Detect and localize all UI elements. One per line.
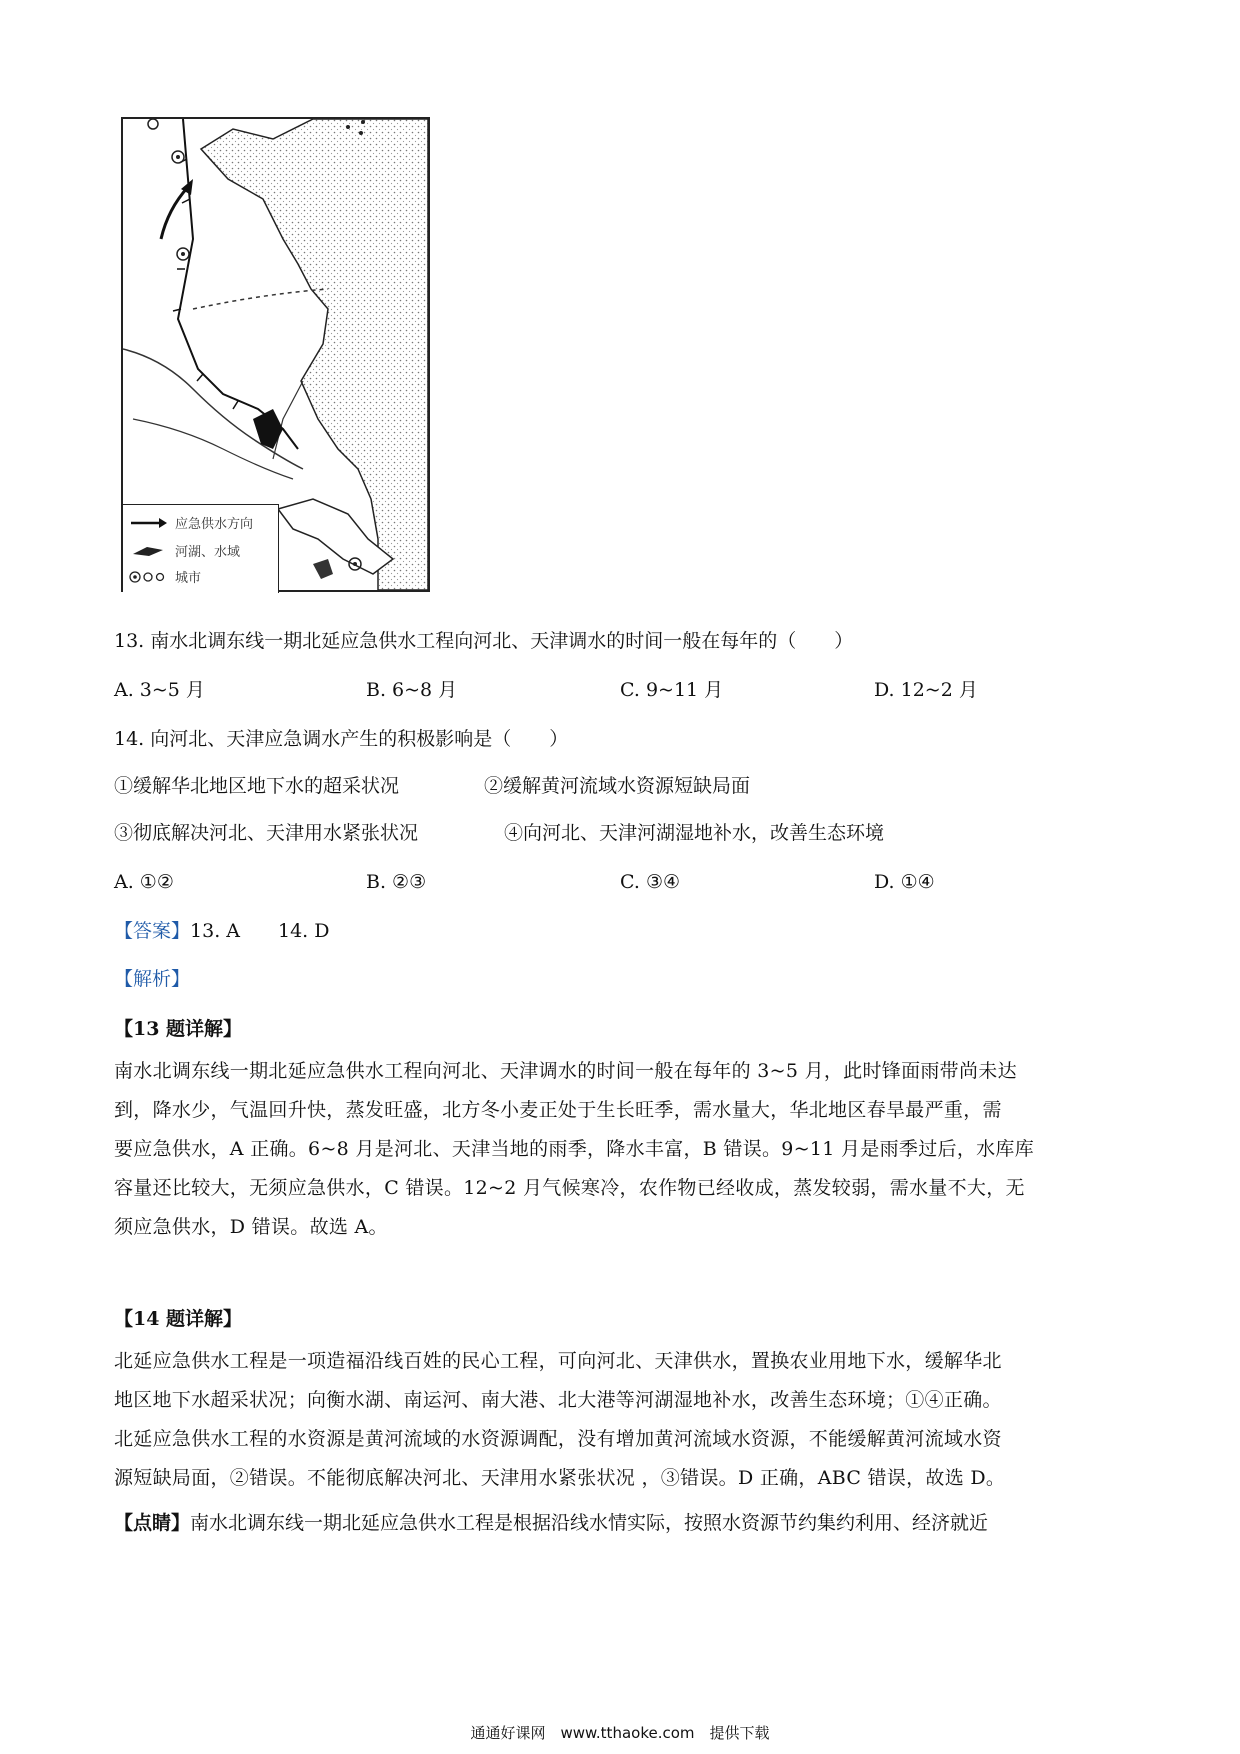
tip-text: 南水北调东线一期北延应急供水工程是根据沿线水情实际，按照水资源节约集约利用、经济就近: [190, 1512, 989, 1534]
legend-item: [129, 567, 201, 586]
q14-statement-4: ④向河北、天津河湖湿地补水，改善生态环境: [504, 822, 885, 844]
water-body-icon: [129, 544, 169, 558]
paragraph-line: 北延应急供水工程的水资源是黄河流域的水资源调配，没有增加黄河流域水资源，不能缓解黄河流域水资: [114, 1428, 1002, 1450]
q13-option-b: B. 6~8 月: [366, 679, 458, 701]
lake: [313, 559, 333, 579]
river: [123, 349, 303, 469]
answer-label: 【答案】: [114, 920, 191, 942]
canal-ticks: [173, 159, 273, 427]
legend-label: 河湖、水域: [175, 545, 241, 560]
arrow-icon: [129, 516, 169, 530]
q13-option-a: A. 3~5 月: [114, 679, 205, 701]
q14-option-d: D. ①④: [874, 871, 935, 893]
supply-dashed-line: [193, 289, 328, 309]
paragraph-line: 北延应急供水工程是一项造福沿线百姓的民心工程，可向河北、天津供水，置换农业用地下水，缓解华北: [114, 1350, 1002, 1372]
q13-option-d: D. 12~2 月: [874, 679, 978, 701]
tip-line: [114, 1514, 988, 1533]
paragraph-line: 南水北调东线一期北延应急供水工程向河北、天津调水的时间一般在每年的 3~5 月，此时锋面雨带尚未达: [114, 1060, 1017, 1082]
map-figure: [121, 117, 430, 592]
detail-14-paragraph: [114, 1342, 1124, 1498]
q14-option-c: C. ③④: [620, 871, 681, 893]
q14-statement-1: ①缓解华北地区地下水的超采状况: [114, 775, 400, 797]
paragraph-line: 到，降水少，气温回升快，蒸发旺盛，北方冬小麦正处于生长旺季，需水量大，华北地区春旱最严重，需: [114, 1099, 1002, 1121]
tip-label: 【点睛】: [114, 1512, 191, 1534]
q14-statement-3: ③彻底解决河北、天津用水紧张状况: [114, 822, 419, 844]
map-legend: [123, 504, 279, 593]
q13-option-c: C. 9~11 月: [620, 679, 724, 701]
legend-item: [129, 541, 240, 560]
paragraph-line: 要应急供水，A 正确。6~8 月是河北、天津当地的雨季，降水丰富，B 错误。9~11 月是雨季过后，水库库: [114, 1138, 1035, 1160]
answer-line: [114, 922, 329, 941]
q14-option-b: B. ②③: [366, 871, 427, 893]
answer-text: 13. A 14. D: [190, 920, 330, 942]
question-14-stem: 14. 向河北、天津应急调水产生的积极影响是（ ）: [114, 728, 569, 750]
paragraph-line: 地区地下水超采状况；向衡水湖、南运河、南大港、北大港等河湖湿地补水，改善生态环境；①④正确。: [114, 1389, 1002, 1411]
legend-label: 应急供水方向: [175, 517, 254, 532]
detail-13-paragraph: [114, 1052, 1124, 1247]
page-footer: 通通好课网 www.tthaoke.com 提供下载: [470, 1724, 770, 1742]
paragraph-line: 源短缺局面，②错误。不能彻底解决河北、天津用水紧张状况 ，③错误。D 正确，ABC 错误，故选 D。: [114, 1467, 1006, 1489]
legend-label: 城市: [175, 571, 202, 586]
paragraph-line: 容量还比较大，无须应急供水，C 错误。12~2 月气候寒冷，农作物已经收成，蒸发较弱，需水量不大，无: [114, 1177, 1025, 1199]
supply-arrow: [161, 187, 188, 239]
q14-statement-2: ②缓解黄河流域水资源短缺局面: [484, 775, 751, 797]
detail-13-heading: 【13 题详解】: [114, 1018, 243, 1040]
detail-14-heading: 【14 题详解】: [114, 1308, 243, 1330]
q14-option-a: A. ①②: [114, 871, 174, 893]
lake: [253, 409, 283, 449]
analysis-label: 【解析】: [114, 968, 191, 990]
legend-item: [129, 513, 253, 532]
paragraph-line: 须应急供水，D 错误。故选 A。: [114, 1216, 388, 1238]
question-13-stem: 13. 南水北调东线一期北延应急供水工程向河北、天津调水的时间一般在每年的（ ）: [114, 630, 854, 652]
city-dots-icon: [129, 570, 169, 584]
